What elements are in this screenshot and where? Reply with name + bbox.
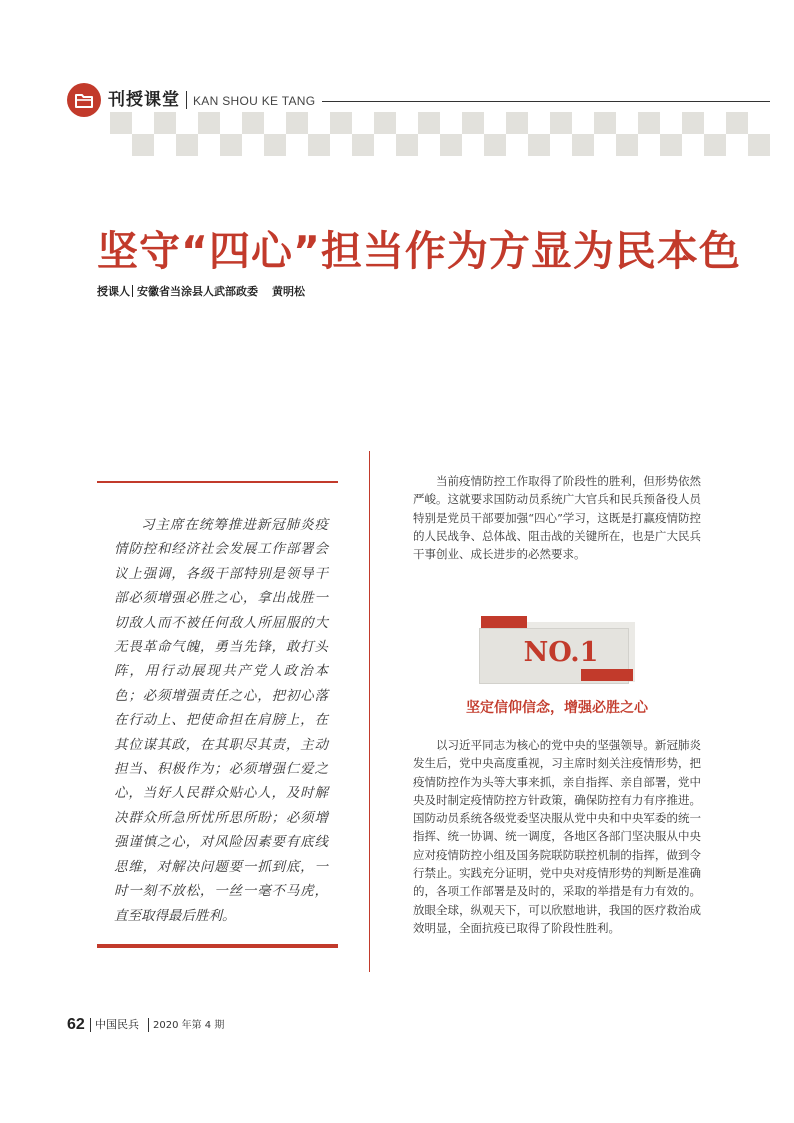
byline-name: 黄明松: [272, 285, 305, 298]
checker-square: [308, 134, 330, 156]
checker-square: [440, 134, 462, 156]
page-number: 62: [67, 1016, 85, 1033]
checker-square: [506, 112, 528, 134]
checker-square: [484, 134, 506, 156]
checker-pattern: [110, 112, 768, 158]
checker-square: [616, 134, 638, 156]
checker-square: [198, 112, 220, 134]
checker-square: [682, 112, 704, 134]
column-pinyin: KAN SHOU KE TANG: [193, 94, 316, 108]
section-heading: 坚定信仰信念，增强必胜之心: [466, 700, 648, 716]
column-separator: [186, 91, 187, 109]
checker-square: [220, 134, 242, 156]
checker-square: [748, 134, 770, 156]
checker-square: [726, 112, 748, 134]
checker-square: [418, 112, 440, 134]
checker-square: [660, 134, 682, 156]
byline-separator: [132, 285, 133, 297]
quote-rule-bottom: [97, 944, 338, 948]
checker-square: [264, 134, 286, 156]
footer-separator: [90, 1018, 91, 1032]
checker-square: [572, 134, 594, 156]
checker-square: [638, 112, 660, 134]
section-number-accent-bottom: [581, 669, 633, 681]
folder-icon: [75, 92, 93, 108]
magazine-name: 中国民兵: [95, 1018, 139, 1031]
section-paragraph: 以习近平同志为核心的党中央的坚强领导。新冠肺炎发生后，党中央高度重视，习主席时刻关注疫情形势，把疫情防控作为头等大事来抓，亲自指挥、亲自部署，党中央及时制定疫情防控方针政策，确保防控有力有序推进。国防动员系统各级党委坚决服从党中央和中央军委的统一指挥、统一协调、统一调度，各地区各部门坚决服从中央应对疫情防控小组及国务院联防联控机制的指挥，做到令行禁止。实践充分证明，党中央对疫情形势的判断是准确的，各项工作部署是及时的，采取的举措是有力有效的。放眼全球，纵观天下，可以欣慰地讲，我国的医疗救治成效明显，全面抗疫已取得了阶段性胜利。: [413, 738, 701, 935]
checker-square: [176, 134, 198, 156]
issue-label: 2020 年第 4 期: [153, 1020, 225, 1031]
checker-square: [374, 112, 396, 134]
section-number: NO.1: [523, 637, 599, 668]
quote-rule-top: [97, 481, 338, 483]
section-number-block: [479, 616, 639, 686]
article-title: 坚守“四心”担当作为方显为民本色: [97, 227, 741, 275]
byline-org: 安徽省当涂县人武部政委: [137, 285, 258, 298]
checker-square: [594, 112, 616, 134]
checker-square: [242, 112, 264, 134]
header-rule: [322, 101, 770, 102]
checker-square: [528, 134, 550, 156]
checker-square: [154, 112, 176, 134]
checker-square: [110, 112, 132, 134]
checker-square: [286, 112, 308, 134]
checker-square: [132, 134, 154, 156]
byline: [97, 285, 305, 299]
checker-square: [462, 112, 484, 134]
checker-square: [704, 134, 726, 156]
column-name: 刊授课堂: [108, 90, 180, 110]
footer-separator: [148, 1018, 149, 1032]
section-number-accent-top: [481, 616, 527, 628]
checker-square: [330, 112, 352, 134]
checker-square: [550, 112, 572, 134]
checker-square: [352, 134, 374, 156]
intro-paragraph: 当前疫情防控工作取得了阶段性的胜利，但形势依然严峻。这就要求国防动员系统广大官兵和民兵预备役人员特别是党员干部要加强“四心”学习，这既是打赢疫情防控的人民战争、总体战、阻击战的关键所在，也是广大民兵干事创业、成长进步的必然要求。: [413, 474, 701, 562]
checker-square: [396, 134, 418, 156]
column-logo: [67, 83, 101, 117]
column-divider: [369, 451, 370, 972]
pull-quote: 习主席在统筹推进新冠肺炎疫情防控和经济社会发展工作部署会议上强调，各级干部特别是领导干部必须增强必胜之心，拿出战胜一切敌人而不被任何敌人所屈服的大无畏革命气魄，勇当先锋，敢打头阵，用行动展现共产党人政治本色；必须增强责任之心，把初心落在行动上、把使命担在肩膀上，在其位谋其政，在其职尽其责，主动担当、积极作为；必须增强仁爱之心，当好人民群众贴心人，及时解决群众所急所忧所思所盼；必须增强谨慎之心，对风险因素要有底线思维，对解决问题要一抓到底，一时一刻不放松，一丝一毫不马虎，直至取得最后胜利。: [114, 517, 328, 924]
byline-label: 授课人: [97, 285, 130, 298]
